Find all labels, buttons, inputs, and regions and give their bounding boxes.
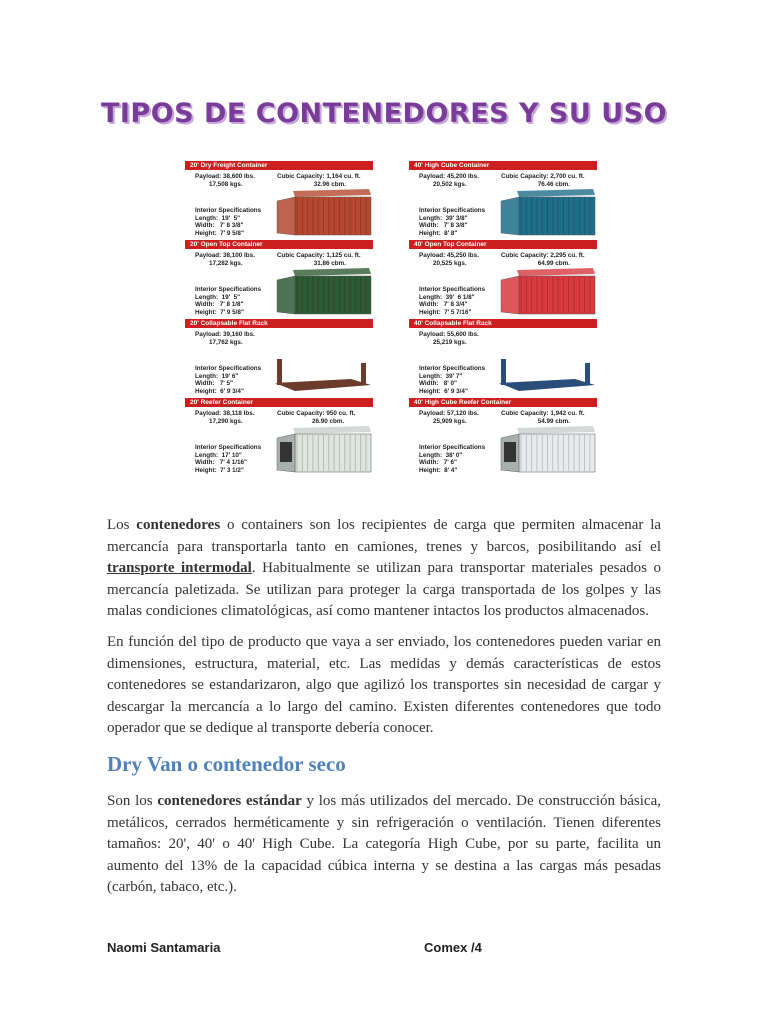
container-panel bbox=[185, 161, 373, 237]
cubic-capacity-text: Cubic Capacity: 2,700 cu. ft. 76.46 cbm. bbox=[501, 173, 585, 188]
container-panel-header: 20' Open Top Container bbox=[185, 240, 373, 249]
container-illustration bbox=[497, 345, 597, 397]
interior-specifications-text: Interior Specifications Length: 17' 10" Width: 7' 4 1/16" Height: 7' 3 1/2" bbox=[195, 444, 262, 474]
cubic-capacity-text: Cubic Capacity: 950 cu. ft. 26.90 cbm. bbox=[277, 410, 356, 425]
interior-specifications-text: Interior Specifications Length: 19' 5" Width: 7' 8 3/8" Height: 7' 9 5/8" bbox=[195, 207, 262, 237]
footer-page: Comex /4 bbox=[424, 940, 482, 955]
container-panel bbox=[409, 161, 597, 237]
container-panel bbox=[185, 240, 373, 316]
container-illustration bbox=[273, 345, 373, 397]
payload-text: Payload: 45,200 lbs. 20,502 kgs. bbox=[419, 173, 479, 188]
container-panel-header: 40' Open Top Container bbox=[409, 240, 597, 249]
container-panel-header: 20' Dry Freight Container bbox=[185, 161, 373, 170]
container-illustration bbox=[273, 187, 373, 239]
bold-term-contenedores: contenedores bbox=[136, 517, 221, 533]
payload-text: Payload: 57,120 lbs. 25,909 kgs. bbox=[419, 410, 479, 425]
payload-text: Payload: 39,160 lbs. 17,762 kgs. bbox=[195, 331, 255, 346]
container-panel-header: 40' High Cube Reefer Container bbox=[409, 398, 597, 407]
container-panel-header: 20' Collapsable Flat Rack bbox=[185, 319, 373, 328]
cubic-capacity-text: Cubic Capacity: 2,295 cu. ft. 64.99 cbm. bbox=[501, 252, 585, 267]
link-transporte-intermodal[interactable]: transporte intermodal bbox=[107, 560, 252, 576]
container-illustration bbox=[497, 424, 597, 476]
container-panel-header: 40' High Cube Container bbox=[409, 161, 597, 170]
cubic-capacity-text: Cubic Capacity: 1,125 cu. ft. 31.86 cbm. bbox=[277, 252, 361, 267]
paragraph-intro: Los contenedores o containers son los recipientes de carga que permiten almacenar la mercancía para transportarla tanto en camiones, trenes y barcos, posibilitando así el transporte intermodal. Habitualmente se utilizan para transportar materiales pesados o mercancía paletizada. Se utilizan para proteger la carga transportada de los golpes y las malas condiciones climatológicas, así como mantener intactos los productos almacenados. bbox=[107, 517, 662, 619]
interior-specifications-text: Interior Specifications Length: 39' 3/8" Width: 7' 8 3/8" Height: 8' 8" bbox=[419, 207, 486, 237]
payload-text: Payload: 38,100 lbs. 17,282 kgs. bbox=[195, 252, 255, 267]
container-panel bbox=[185, 319, 373, 395]
cubic-capacity-text: Cubic Capacity: 1,942 cu. ft. 54.99 cbm. bbox=[501, 410, 585, 425]
paragraph-dry-van: Son los contenedores estándar y los más utilizados del mercado. De construcción básica, metálicos, cerrados herméticamente y sin refrigeración o ventilación. Tienen diferentes tamaños: 20', 40' o 40' High Cube. La categoría High Cube, por su parte, facilita un aumento del 13% de la capacidad cúbica interna y se destina a las cargas más pesadas (carbón, tabaco, etc.). bbox=[107, 793, 661, 895]
interior-specifications-text: Interior Specifications Length: 39' 7" Width: 8' 0" Height: 6' 9 3/4" bbox=[419, 365, 486, 395]
payload-text: Payload: 45,250 lbs. 20,525 kgs. bbox=[419, 252, 479, 267]
interior-specifications-text: Interior Specifications Length: 39' 6 1/8" Width: 7' 8 3/4" Height: 7' 5 7/16" bbox=[419, 286, 486, 316]
payload-text: Payload: 38,600 lbs. 17,508 kgs. bbox=[195, 173, 255, 188]
container-illustration bbox=[497, 266, 597, 318]
payload-text: Payload: 55,600 lbs. 25,219 kgs. bbox=[419, 331, 479, 346]
paragraph-function: En función del tipo de producto que vaya a ser enviado, los contenedores pueden variar en dimensiones, estructura, material, etc. Las medidas y demás características de estos contenedores se estandarizaron, algo que agilizó los transportes sin necesidad de cargar y descargar la mercancía a lo largo del camino. Existen diferentes contenedores que todo operador que se dedique al transporte debería conocer. bbox=[107, 634, 661, 736]
payload-text: Payload: 38,118 lbs. 17,290 kgs. bbox=[195, 410, 255, 425]
container-illustration bbox=[273, 424, 373, 476]
container-panel-header: 20' Reefer Container bbox=[185, 398, 373, 407]
container-types-figure bbox=[181, 158, 587, 474]
page-title: TIPOS DE CONTENEDORES Y SU USO bbox=[100, 98, 668, 129]
container-illustration bbox=[273, 266, 373, 318]
footer-author: Naomi Santamaria bbox=[107, 940, 221, 955]
container-panel bbox=[409, 319, 597, 395]
container-panel bbox=[409, 240, 597, 316]
cubic-capacity-text: Cubic Capacity: 1,164 cu. ft. 32.96 cbm. bbox=[277, 173, 361, 188]
section-heading-dry-van: Dry Van o contenedor seco bbox=[107, 752, 346, 776]
container-illustration bbox=[497, 187, 597, 239]
interior-specifications-text: Interior Specifications Length: 19' 5" Width: 7' 8 1/8" Height: 7' 9 5/8" bbox=[195, 286, 262, 316]
container-panel-header: 40' Collapsable Flat Rack bbox=[409, 319, 597, 328]
bold-term-contenedores-estandar: contenedores estándar bbox=[157, 793, 302, 809]
container-panel bbox=[185, 398, 373, 474]
container-panel bbox=[409, 398, 597, 474]
interior-specifications-text: Interior Specifications Length: 19' 6" Width: 7' 5" Height: 6' 9 3/4" bbox=[195, 365, 262, 395]
interior-specifications-text: Interior Specifications Length: 38' 0" Width: 7' 6" Height: 8' 4" bbox=[419, 444, 486, 474]
